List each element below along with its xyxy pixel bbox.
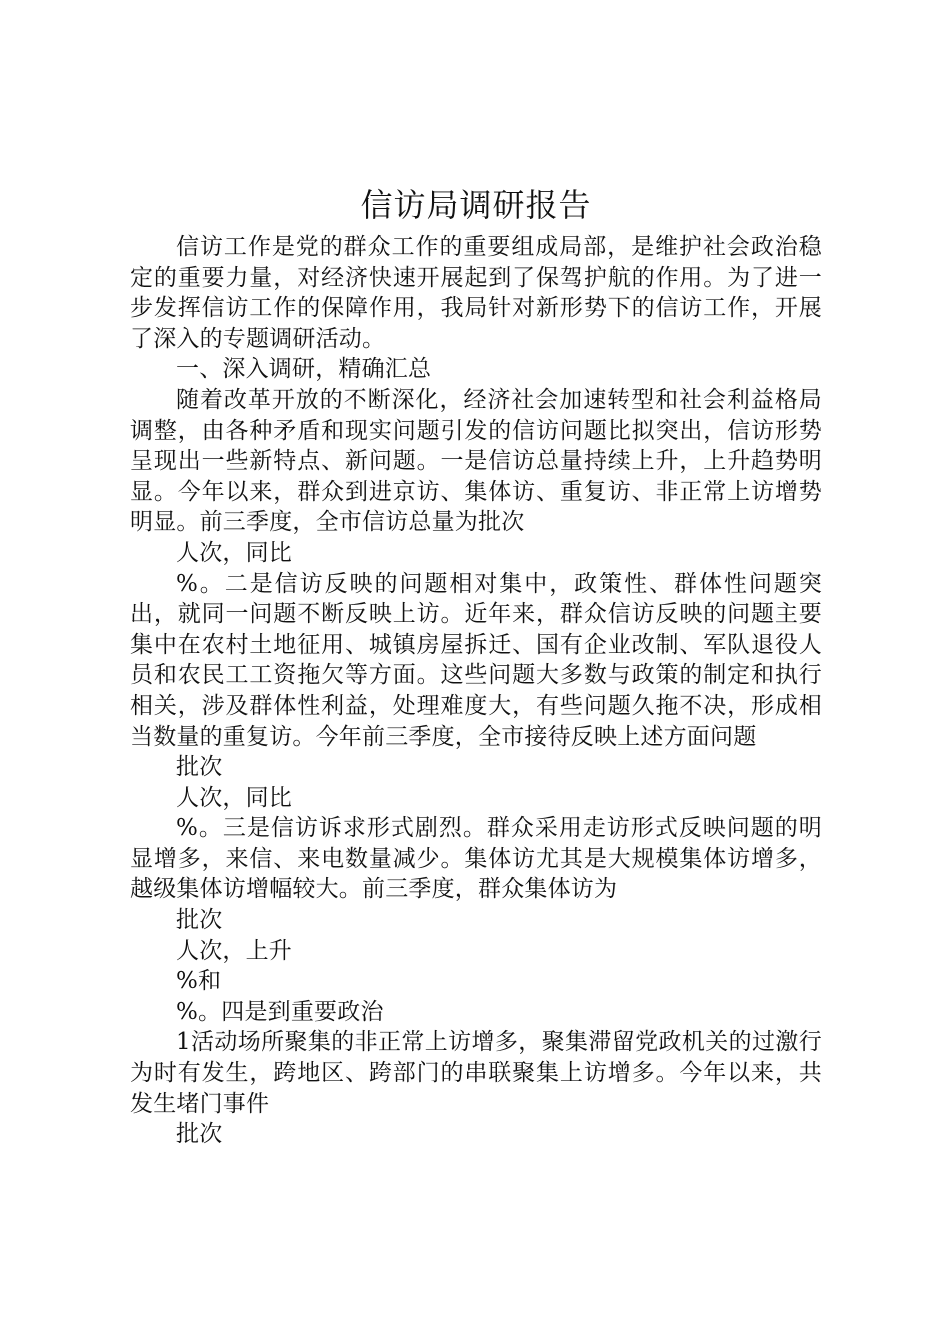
paragraph-intro: 信访工作是党的群众工作的重要组成局部，是维护社会政治稳定的重要力量，对经济快速开展起到了保驾护航的作用。为了进一步发挥信访工作的保障作用，我局针对新形势下的信访工作，开展了深入的专题调研活动。 <box>130 234 822 352</box>
paragraph-fragment: 批次 <box>176 754 223 781</box>
paragraph-forms: %。三是信访诉求形式剧烈。群众采用走访形式反映问题的明显增多，来信、来电数量减少。集体访尤其是大规模集体访增多，越级集体访增幅较大。前三季度，群众集体访为 <box>130 815 822 903</box>
paragraph-fragment: 人次，同比 <box>176 784 292 811</box>
paragraph-fragment: %。四是到重要政治 <box>176 998 384 1025</box>
section-heading-1: 一、深入调研，精确汇总 <box>176 356 432 383</box>
paragraph-fragment: 批次 <box>176 1121 223 1148</box>
paragraph-fragment: %和 <box>176 968 222 995</box>
document-title: 信访局调研报告 <box>360 186 592 224</box>
paragraph-fragment: 人次，同比 <box>176 539 292 566</box>
paragraph-fragment: 批次 <box>176 907 223 934</box>
paragraph-fragment: 人次，上升 <box>176 937 292 964</box>
document-body <box>130 178 822 1150</box>
paragraph-issues: %。二是信访反映的问题相对集中，政策性、群体性问题突出，就同一问题不断反映上访。近年来，群众信访反映的问题主要集中在农村土地征用、城镇房屋拆迁、国有企业改制、军队退役人员和农民工工资拖欠等方面。这些问题大多数与政策的制定和执行相关，涉及群体性利益，处理难度大，有些问题久拖不决，形成相当数量的重复访。今年前三季度，全市接待反映上述方面问题 <box>130 570 822 750</box>
paragraph-gatherings: 1活动场所聚集的非正常上访增多，聚集滞留党政机关的过激行为时有发生，跨地区、跨部门的串联聚集上访增多。今年以来，共发生堵门事件 <box>130 1029 822 1117</box>
paragraph-situation: 随着改革开放的不断深化，经济社会加速转型和社会利益格局调整，由各种矛盾和现实问题引发的信访问题比拟突出，信访形势呈现出一些新特点、新问题。一是信访总量持续上升，上升趋势明显。今年以来，群众到进京访、集体访、重复访、非正常上访增势明显。前三季度，全市信访总量为批次 <box>130 386 822 536</box>
